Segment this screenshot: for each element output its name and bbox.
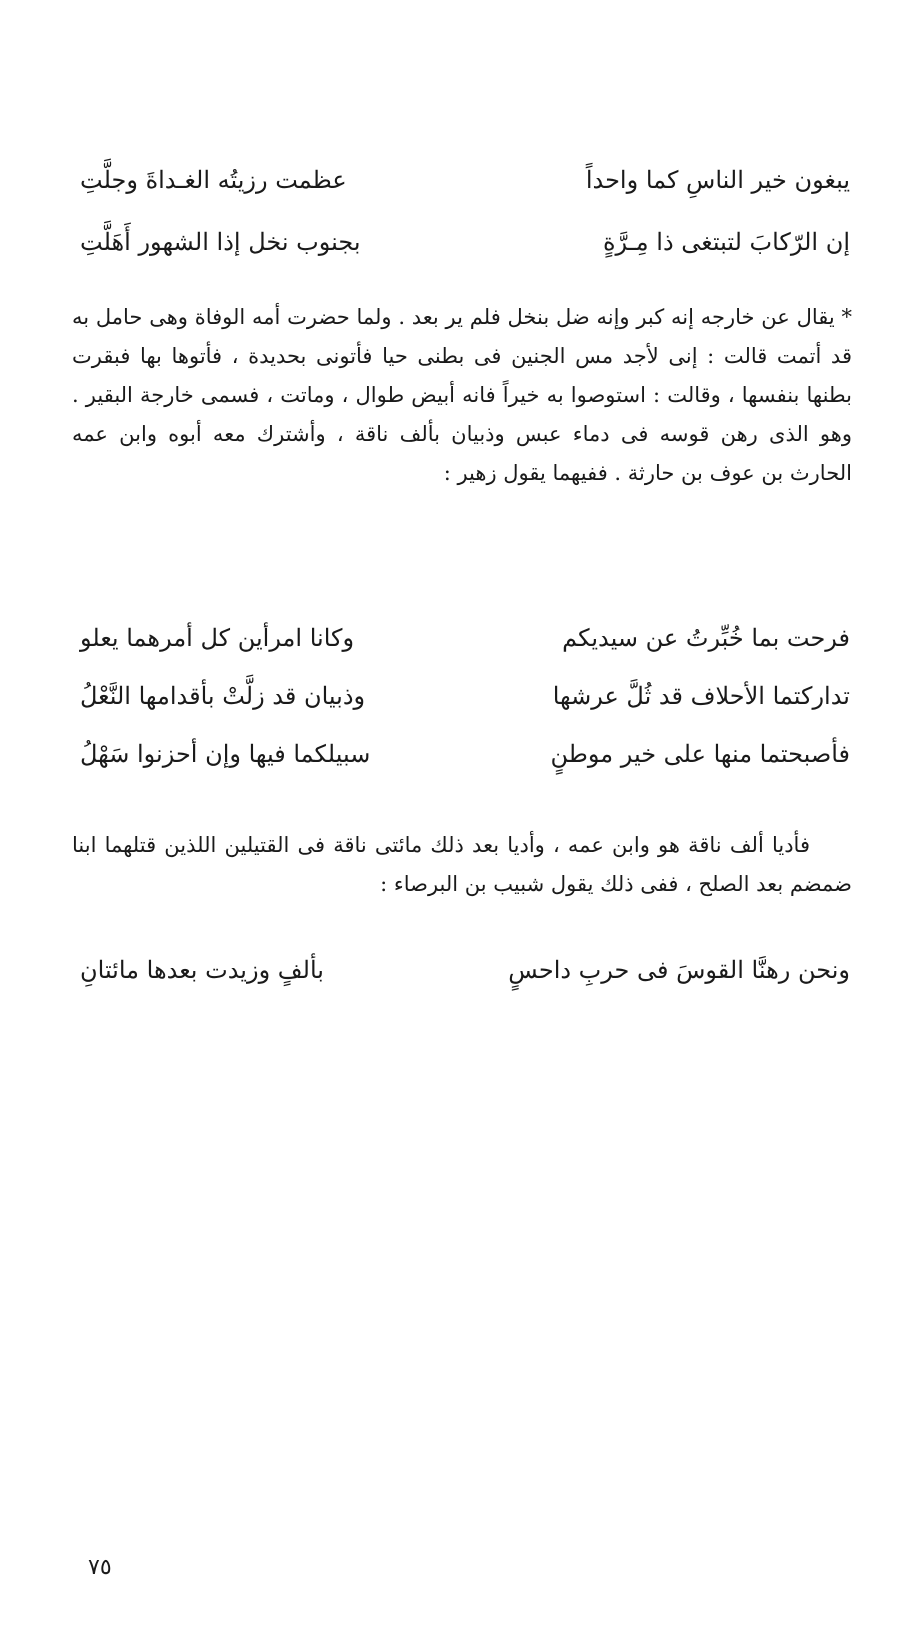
poem-verse: [80, 945, 850, 995]
poem-block-middle: [80, 613, 850, 779]
verse-first-hemistich: فرحت بما خُبِّرتُ عن سيديكم: [562, 624, 850, 652]
verse-second-hemistich: سبيلكما فيها وإن أحزنوا سَهْلُ: [80, 740, 371, 768]
verse-second-hemistich: وكانا امرأين كل أمرهما يعلو: [80, 624, 355, 652]
poem-verse: [80, 671, 850, 721]
verse-second-hemistich: بألفٍ وزيدت بعدها مائتانِ: [80, 956, 324, 984]
poem-verse: [80, 729, 850, 779]
verse-second-hemistich: بجنوب نخل إذا الشهور أَهَلَّتِ: [80, 228, 361, 256]
prose-text: * يقال عن خارجه إنه كبر وإنه ضل بنخل فلم ير بعد . ولما حضرت أمه الوفاة وهى حامل به قد أتمت قالت : إنى لأجد مس الجنين فى بطنى حيا فأتونى بحديدة ، فأتوها بها فبقرت بطنها بنفسها ، وقالت : استوصوا به خيراً فانه أبيض طوال ، وماتت ، فسمى خارجة البقير . وهو الذى رهن قوسه فى دماء عبس وذبيان بألف ناقة ، وأشترك معه أبوه وابن عمه الحارث بن عوف بن حارثة . ففيهما يقول زهير :: [72, 305, 852, 485]
verse-first-hemistich: ونحن رهنَّا القوسَ فى حربِ داحسٍ: [508, 956, 850, 984]
verse-second-hemistich: وذبيان قد زلَّتْ بأقدامها النَّعْلُ: [80, 682, 366, 710]
prose-text: فأديا ألف ناقة هو وابن عمه ، وأديا بعد ذلك مائتى ناقة فى القتيلين اللذين قتلهما ابنا ضمضم بعد الصلح ، ففى ذلك يقول شبيب بن البرصاء :: [72, 833, 852, 896]
verse-second-hemistich: عظمت رزيتُه الغـداةَ وجلَّتِ: [80, 166, 347, 194]
verse-first-hemistich: إن الرّكابَ لتبتغى ذا مِـرَّةٍ: [602, 228, 850, 256]
verse-first-hemistich: يبغون خير الناسِ كما واحداً: [585, 166, 850, 194]
prose-paragraph-footnote: [72, 298, 852, 493]
prose-paragraph: [72, 826, 852, 904]
verse-first-hemistich: فأصبحتما منها على خير موطنٍ: [550, 740, 850, 768]
page-number: ٧٥: [88, 1555, 112, 1580]
poem-verse: [80, 217, 850, 267]
poem-verse: [80, 155, 850, 205]
verse-first-hemistich: تداركتما الأحلاف قد ثُلَّ عرشها: [552, 682, 850, 710]
poem-block-bottom: [80, 945, 850, 995]
poem-block-top: [80, 155, 850, 267]
poem-verse: [80, 613, 850, 663]
